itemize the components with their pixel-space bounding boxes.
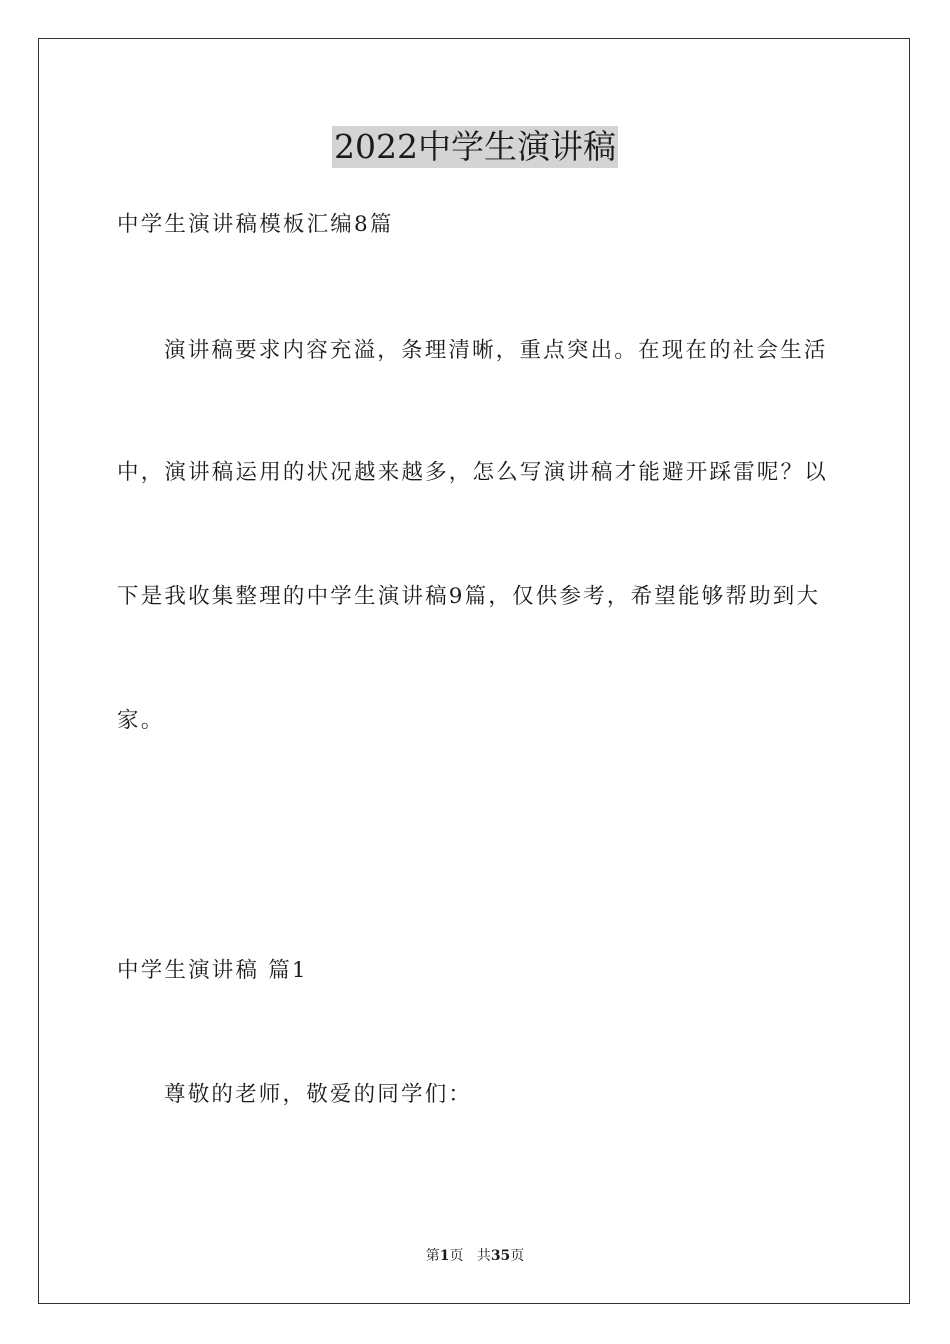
footer-total-pages: 35: [490, 1248, 511, 1264]
greeting-line: 尊敬的老师，敬爱的同学们：: [164, 1082, 473, 1107]
footer-page-suffix: 页: [449, 1248, 464, 1264]
document-title-wrapper: [0, 126, 950, 168]
intro-line-4: 家。: [117, 708, 165, 733]
section-heading: 中学生演讲稿 篇1: [117, 958, 308, 983]
intro-line-1: 演讲稿要求内容充溢，条理清晰，重点突出。在现在的社会生活: [164, 338, 828, 363]
footer-current-page: 1: [439, 1248, 450, 1264]
footer-page-prefix: 第: [425, 1248, 440, 1264]
intro-line-2: 中，演讲稿运用的状况越来越多，怎么写演讲稿才能避开踩雷呢？以: [117, 460, 829, 485]
document-subtitle: 中学生演讲稿模板汇编8篇: [117, 212, 394, 237]
document-title: 2022中学生演讲稿: [334, 127, 616, 166]
footer-total-prefix: 共: [476, 1248, 491, 1264]
footer-total-suffix: 页: [510, 1248, 525, 1264]
intro-line-3: 下是我收集整理的中学生演讲稿9篇，仅供参考，希望能够帮助到大: [117, 584, 821, 609]
page-footer: [0, 1246, 950, 1266]
